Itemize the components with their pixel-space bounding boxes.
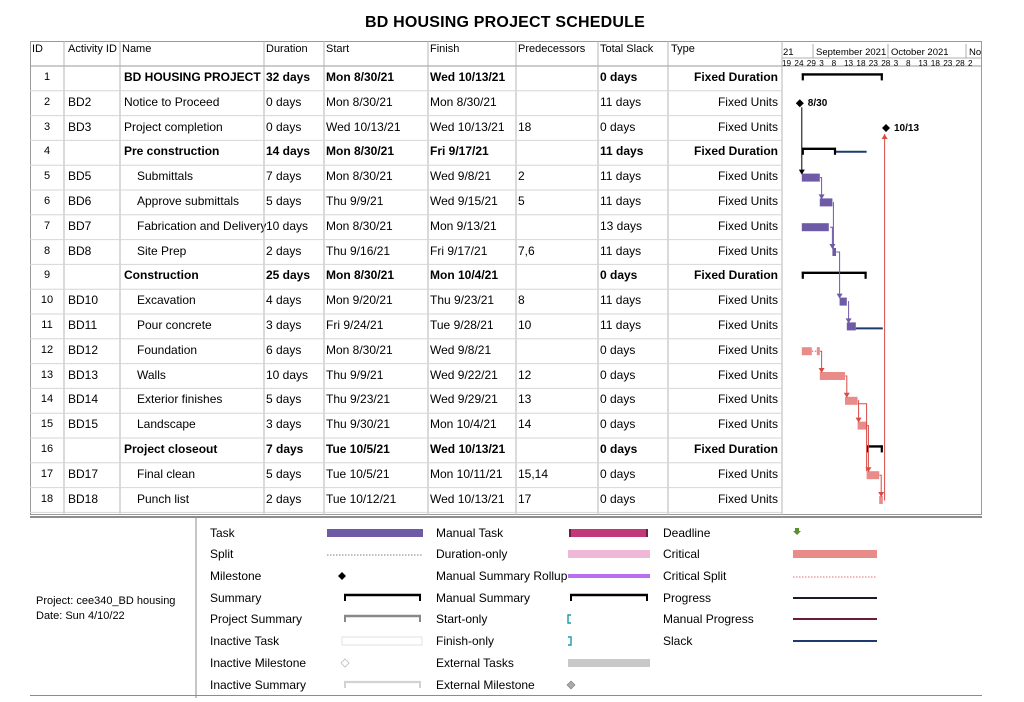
legend-label: Progress [663, 591, 712, 605]
table-row[interactable] [30, 264, 782, 289]
legend-critical-swatch [793, 550, 877, 558]
cell-slack: 0 days [600, 268, 638, 283]
cell-activity: BD15 [68, 417, 99, 432]
row-id: 15 [40, 418, 54, 431]
cell-slack: 0 days [600, 70, 638, 84]
timescale-minor-label: 13 [844, 59, 854, 68]
cell-start: Mon 8/30/21 [326, 169, 393, 184]
cell-duration: 3 days [266, 318, 302, 332]
cell-type: Fixed Units [717, 491, 778, 506]
timescale-minor-label: 3 [893, 59, 899, 68]
table-row[interactable] [30, 91, 782, 116]
cell-finish: Thu 9/23/21 [430, 293, 495, 308]
cell-slack: 11 days [600, 293, 642, 308]
cell-name: Project closeout [124, 442, 218, 456]
cell-pred: 13 [518, 392, 532, 407]
cell-name: Site Prep [137, 243, 187, 258]
cell-name: Construction [124, 268, 199, 283]
timescale-major-label: October 2021 [891, 47, 949, 58]
cell-slack: 0 days [600, 442, 638, 456]
header-duration[interactable]: Duration [266, 43, 308, 55]
row-id: 1 [43, 71, 51, 83]
legend-duration-only-swatch [568, 550, 650, 558]
row-id: 7 [43, 219, 51, 232]
table-row[interactable] [30, 438, 782, 463]
cell-activity: BD12 [68, 342, 99, 357]
cell-finish: Wed 10/13/21 [430, 491, 505, 506]
cell-duration: 5 days [266, 466, 302, 481]
cell-name: Landscape [137, 417, 196, 432]
legend-label: Manual Progress [663, 612, 754, 626]
cell-name: Fabrication and Delivery [137, 218, 267, 233]
cell-slack: 0 days [600, 342, 636, 357]
cell-activity: BD6 [68, 194, 92, 208]
timescale-minor-label: 28 [881, 59, 891, 68]
row-id: 9 [43, 269, 51, 282]
row-id: 17 [40, 467, 54, 480]
cell-duration: 7 days [266, 169, 302, 184]
row-id: 14 [40, 393, 54, 406]
table-row[interactable] [30, 116, 782, 141]
cell-activity: BD2 [68, 94, 92, 109]
table-row[interactable] [30, 413, 782, 438]
cell-activity: BD10 [68, 293, 99, 308]
cell-pred: 5 [518, 194, 525, 208]
row-id: 11 [41, 319, 53, 331]
cell-type: Fixed Units [717, 342, 778, 357]
cell-duration: 2 days [266, 243, 302, 258]
cell-finish: Mon 10/4/21 [430, 268, 499, 283]
project-date: Date: Sun 4/10/22 [36, 610, 125, 622]
cell-finish: Wed 9/22/21 [430, 367, 498, 382]
cell-type: Fixed Units [717, 243, 778, 258]
legend-label: Manual Task [436, 526, 504, 540]
schedule-title: BD HOUSING PROJECT SCHEDULE [364, 14, 646, 31]
cell-slack: 0 days [600, 466, 636, 481]
project-name: Project: cee340_BD housing [36, 595, 176, 607]
cell-duration: 32 days [266, 70, 311, 84]
cell-duration: 10 days [266, 367, 309, 382]
cell-finish: Wed 10/13/21 [430, 70, 506, 84]
legend-label: Critical Split [663, 569, 727, 583]
legend-start-only-swatch [568, 615, 571, 623]
cell-slack: 11 days [600, 94, 642, 109]
cell-activity: BD8 [68, 243, 92, 258]
cell-name: Final clean [137, 466, 196, 481]
row-id: 5 [43, 170, 51, 183]
cell-activity: BD5 [68, 169, 92, 184]
table-row[interactable] [30, 140, 782, 165]
timescale-major-label: September 2021 [816, 47, 887, 58]
cell-slack: 0 days [600, 417, 636, 432]
cell-activity: BD17 [68, 466, 99, 481]
cell-type: Fixed Units [717, 194, 778, 208]
cell-name: Pour concrete [137, 318, 212, 332]
legend-label: Manual Summary Rollup [436, 569, 568, 583]
cell-finish: Mon 9/13/21 [430, 218, 497, 233]
cell-activity: BD14 [68, 392, 99, 407]
cell-type: Fixed Units [717, 169, 778, 184]
header-name[interactable]: Name [122, 43, 152, 55]
cell-start: Thu 9/23/21 [326, 392, 391, 407]
cell-finish: Wed 9/29/21 [430, 392, 498, 407]
cell-duration: 5 days [266, 194, 302, 208]
cell-duration: 5 days [266, 392, 302, 407]
cell-name: Excavation [137, 293, 196, 308]
header-activity-id[interactable]: Activity ID [68, 43, 117, 55]
timescale-minor-label: 13 [918, 59, 928, 68]
cell-start: Tue 10/5/21 [326, 442, 390, 456]
cell-slack: 11 days [600, 243, 642, 258]
row-id: 18 [40, 492, 54, 505]
timescale-minor-label: 28 [955, 59, 965, 68]
cell-finish: Mon 8/30/21 [430, 94, 497, 109]
legend-inactive-task-swatch [342, 637, 422, 645]
cell-pred: 12 [518, 367, 532, 382]
cell-start: Mon 8/30/21 [326, 268, 395, 283]
cell-pred: 2 [518, 169, 525, 184]
legend-swatches [30, 518, 982, 698]
cell-name: BD HOUSING PROJECT [124, 70, 261, 84]
cell-name: Exterior finishes [137, 392, 223, 407]
cell-type: Fixed Units [717, 293, 778, 308]
cell-name: Pre construction [124, 144, 220, 159]
timescale-minor-label: 23 [943, 59, 953, 68]
cell-name: Walls [137, 367, 166, 382]
cell-start: Mon 8/30/21 [326, 342, 393, 357]
table-row[interactable] [30, 66, 782, 91]
timescale-major-label: 21 [783, 47, 794, 58]
cell-finish: Wed 9/8/21 [430, 342, 492, 357]
row-id: 10 [40, 294, 54, 307]
table-row[interactable] [30, 488, 782, 513]
cell-type: Fixed Units [717, 417, 778, 432]
header-finish[interactable]: Finish [430, 43, 460, 55]
legend-label: Inactive Task [210, 634, 280, 648]
legend-label: Milestone [210, 569, 262, 583]
cell-start: Mon 8/30/21 [326, 70, 395, 84]
timescale-minor-label: 23 [868, 59, 878, 68]
cell-name: Notice to Proceed [124, 94, 220, 109]
cell-name: Approve submittals [137, 194, 240, 208]
legend-task-swatch [327, 529, 423, 537]
cell-activity: BD13 [68, 367, 99, 382]
legend-label: Finish-only [436, 634, 495, 648]
cell-duration: 25 days [266, 268, 311, 283]
cell-name: Project completion [124, 119, 223, 134]
cell-type: Fixed Units [717, 318, 778, 332]
cell-duration: 14 days [266, 144, 311, 159]
cell-type: Fixed Duration [693, 144, 778, 159]
table-row[interactable] [30, 215, 782, 240]
table-row[interactable] [30, 165, 782, 190]
cell-type: Fixed Units [717, 466, 778, 481]
cell-name: Punch list [137, 491, 190, 506]
timescale-minor-label: 3 [819, 59, 824, 68]
header-start[interactable]: Start [326, 43, 350, 55]
legend [30, 516, 982, 696]
cell-pred: 10 [518, 318, 532, 332]
cell-type: Fixed Units [717, 367, 778, 382]
table-row[interactable] [30, 388, 782, 413]
cell-name: Foundation [137, 342, 198, 357]
header-id[interactable]: ID [32, 43, 43, 55]
row-id: 8 [43, 244, 51, 257]
row-id: 4 [43, 145, 51, 158]
legend-label: Summary [210, 591, 262, 605]
cell-slack: 11 days [600, 144, 644, 159]
row-id: 2 [43, 95, 51, 108]
cell-duration: 4 days [266, 293, 302, 308]
cell-type: Fixed Units [717, 392, 778, 407]
cell-activity: BD3 [68, 119, 92, 134]
cell-start: Mon 8/30/21 [326, 94, 393, 109]
cell-start: Thu 9/9/21 [326, 367, 384, 382]
legend-label: Duration-only [436, 547, 508, 561]
cell-duration: 10 days [266, 218, 309, 233]
cell-name: Submittals [137, 169, 194, 184]
cell-duration: 0 days [266, 94, 302, 109]
cell-finish: Fri 9/17/21 [430, 243, 488, 258]
legend-label: External Tasks [436, 656, 514, 670]
legend-external-milestone-swatch [567, 681, 575, 689]
legend-manual-task-swatch [570, 529, 648, 537]
row-id: 16 [40, 443, 54, 455]
cell-type: Fixed Units [717, 218, 778, 233]
cell-finish: Wed 9/8/21 [430, 169, 492, 184]
cell-start: Mon 8/30/21 [326, 218, 393, 233]
cell-type: Fixed Duration [693, 70, 778, 84]
cell-type: Fixed Units [717, 94, 778, 109]
cell-activity: BD18 [68, 491, 99, 506]
table-row[interactable] [30, 339, 782, 364]
cell-start: Tue 10/5/21 [326, 466, 390, 481]
timescale-minor-label: 18 [856, 59, 866, 68]
cell-finish: Wed 9/15/21 [430, 194, 498, 208]
legend-label: Inactive Milestone [210, 656, 307, 670]
timescale-minor-label: 29 [806, 59, 816, 68]
cell-pred: 18 [518, 119, 532, 134]
cell-activity: BD11 [68, 318, 98, 332]
cell-pred: 15,14 [518, 466, 549, 481]
table-row[interactable] [30, 240, 782, 265]
cell-slack: 11 days [600, 318, 642, 332]
cell-slack: 13 days [600, 218, 643, 233]
legend-label: Slack [663, 634, 693, 648]
cell-finish: Wed 10/13/21 [430, 442, 506, 456]
table-row[interactable] [30, 190, 782, 215]
header-predecessors[interactable]: Predecessors [518, 43, 586, 55]
header-type[interactable]: Type [671, 43, 695, 55]
cell-duration: 0 days [266, 119, 302, 134]
row-id: 12 [40, 343, 54, 356]
table-row[interactable] [30, 314, 782, 339]
cell-start: Mon 8/30/21 [326, 144, 395, 159]
row-id: 13 [40, 368, 54, 381]
cell-duration: 6 days [266, 342, 302, 357]
legend-label: Project Summary [210, 612, 303, 626]
cell-slack: 0 days [600, 392, 636, 407]
cell-activity: BD7 [68, 218, 92, 233]
cell-type: Fixed Units [717, 119, 778, 134]
cell-finish: Fri 9/17/21 [430, 144, 489, 159]
cell-duration: 3 days [266, 417, 302, 432]
cell-start: Thu 9/30/21 [326, 417, 391, 432]
cell-duration: 2 days [266, 491, 302, 506]
milestone-label: 8/30 [807, 98, 828, 110]
cell-start: Thu 9/9/21 [326, 194, 384, 208]
legend-label: Deadline [663, 526, 711, 540]
cell-slack: 0 days [600, 491, 636, 506]
cell-type: Fixed Duration [693, 268, 778, 283]
cell-pred: 8 [518, 293, 525, 308]
cell-start: Thu 9/16/21 [326, 243, 391, 258]
legend-label: Split [210, 547, 234, 561]
cell-slack: 0 days [600, 119, 636, 134]
legend-external-tasks-swatch [568, 659, 650, 667]
timescale-minor-label: 8 [906, 59, 911, 68]
cell-start: Wed 10/13/21 [326, 119, 401, 134]
timescale-minor-label: 24 [794, 59, 804, 68]
timescale-minor-label: 18 [930, 59, 940, 68]
legend-finish-only-swatch [568, 637, 571, 645]
cell-pred: 14 [518, 417, 532, 432]
cell-finish: Tue 9/28/21 [430, 318, 494, 332]
cell-finish: Mon 10/11/21 [430, 466, 503, 481]
legend-label: Start-only [436, 612, 488, 626]
cell-start: Tue 10/12/21 [326, 491, 397, 506]
cell-finish: Wed 10/13/21 [430, 119, 505, 134]
table-row[interactable] [30, 364, 782, 389]
cell-pred: 7,6 [518, 243, 535, 258]
timescale-minor-label: 19 [782, 59, 792, 68]
timescale-minor-label: 2 [968, 59, 973, 68]
legend-label: Inactive Summary [210, 678, 307, 692]
timescale-minor-label: 8 [831, 59, 837, 68]
milestone-label: 10/13 [894, 123, 920, 134]
legend-label: External Milestone [436, 678, 535, 692]
cell-type: Fixed Duration [693, 442, 778, 456]
legend-label: Task [210, 526, 235, 540]
cell-start: Mon 9/20/21 [326, 293, 393, 308]
legend-inactive-milestone-swatch [341, 659, 349, 667]
row-id: 6 [43, 195, 51, 207]
cell-slack: 11 days [600, 169, 642, 184]
legend-label: Manual Summary [436, 591, 531, 605]
table-row[interactable] [30, 289, 782, 314]
timescale-major-label: No [969, 47, 982, 58]
cell-pred: 17 [518, 491, 532, 506]
cell-slack: 0 days [600, 367, 636, 382]
legend-deadline-swatch [793, 528, 801, 535]
row-id: 3 [43, 120, 51, 133]
legend-milestone-swatch [338, 572, 346, 580]
legend-label: Critical [663, 547, 700, 561]
cell-finish: Mon 10/4/21 [430, 417, 497, 432]
cell-slack: 11 days [600, 194, 642, 208]
cell-duration: 7 days [266, 442, 304, 456]
header-total-slack[interactable]: Total Slack [600, 43, 654, 55]
cell-start: Fri 9/24/21 [326, 318, 384, 332]
table-row[interactable] [30, 463, 782, 488]
